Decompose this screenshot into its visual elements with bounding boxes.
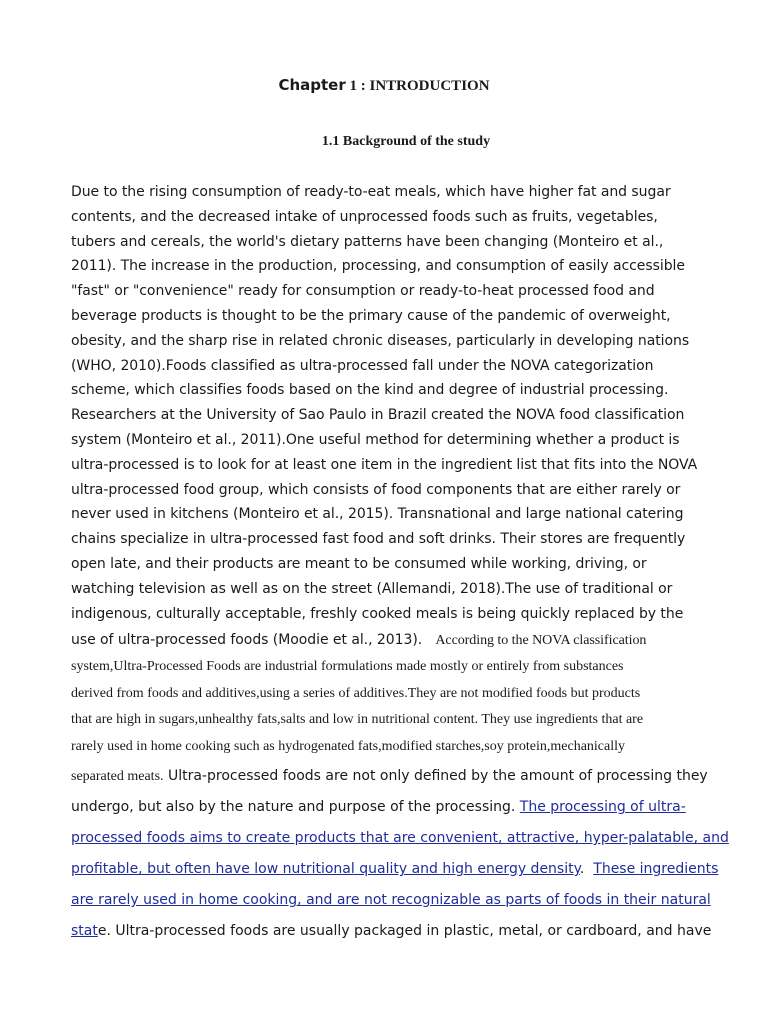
paragraph-line-mixed [71,915,712,946]
section-title: 1.1 Background of the study [321,134,491,149]
paragraph-line: ultra-processed food group, which consists of food components that are either rarely or [71,481,681,498]
paragraph-line: Due to the rising consumption of ready-to-eat meals, which have higher fat and sugar [71,184,671,200]
paragraph-line: chains specialize in ultra-processed fast food and soft drinks. Their stores are frequently [71,531,686,548]
paragraph-line: tubers and cereals, the world's dietary patterns have been changing (Monteiro et al., [71,233,664,250]
chapter-heading-rest: 1 : INTRODUCTION [345,78,490,94]
paragraph-line: (WHO, 2010).Foods classified as ultra-processed fall under the NOVA categorization [71,357,654,374]
paragraph-line-mixed [71,791,695,822]
paragraph-line: system,Ultra-Processed Foods are industrial formulations made mostly or entirely from substances [71,659,624,675]
paragraph-line: obesity, and the sharp rise in related chronic diseases, particularly in developing nations [71,332,690,349]
paragraph-line-link [71,884,711,915]
citation-link[interactable]: profitable, but often have low nutritional quality and high energy density [71,861,580,878]
citation-link[interactable]: processed foods aims to create products that are convenient, attractive, hyper-palatable, and [71,830,729,847]
paragraph-line: "fast" or "convenience" ready for consumption or ready-to-heat processed food and [71,283,655,300]
chapter-title [0,74,768,97]
paragraph-line-mixed [71,853,719,884]
paragraph-line: rarely used in home cooking such as hydrogenated fats,modified starches,soy protein,mechanically [71,738,625,754]
paragraph-line: open late, and their products are meant to be consumed while working, driving, or [71,555,647,572]
citation-link[interactable]: stat [71,923,98,940]
paragraph-line: scheme, which classifies foods based on the kind and degree of industrial processing. [71,382,669,399]
paragraph-line: ultra-processed is to look for at least one item in the ingredient list that fits into the NOVA [71,456,698,473]
citation-link[interactable]: The processing of ultra- [519,799,686,816]
citation-link[interactable]: are rarely used in home cooking, and are not recognizable as parts of foods in their natural [71,892,711,909]
text-segment: use of ultra-processed foods (Moodie et al., 2013). [71,632,436,649]
text-segment: separated meats. [71,769,164,785]
paragraph-line: indigenous, culturally acceptable, freshly cooked meals is being quickly replaced by the [71,605,684,622]
paragraph-line-link [71,822,729,853]
paragraph-line: system (Monteiro et al., 2011).One useful method for determining whether a product is [71,431,680,448]
paragraph-line: never used in kitchens (Monteiro et al., 2015). Transnational and large national catering [71,506,684,523]
paragraph-line: Researchers at the University of Sao Paulo in Brazil created the NOVA food classification [71,407,685,424]
citation-link[interactable]: These ingredients [593,861,719,878]
paragraph-line: beverage products is thought to be the primary cause of the pandemic of overweight, [71,307,671,324]
paragraph-line: 2011). The increase in the production, processing, and consumption of easily accessible [71,258,685,275]
paragraph-line: contents, and the decreased intake of unprocessed foods such as fruits, vegetables, [71,208,658,225]
text-segment: According to the NOVA classification [435,633,647,649]
paragraph-line: that are high in sugars,unhealthy fats,salts and low in nutritional content. They use ingredients that are [71,712,644,728]
text-segment: Ultra-processed foods are not only defined by the amount of processing they [163,768,708,785]
body-paragraph [71,180,729,946]
text-segment: . [579,861,594,878]
paragraph-line: watching television as well as on the street (Allemandi, 2018).The use of traditional or [71,580,673,597]
paragraph-line: derived from foods and additives,using a series of additives.They are not modified foods but products [71,685,641,701]
paragraph-line-mixed [71,626,695,654]
chapter-word: Chapter [278,76,346,94]
text-segment: undergo, but also by the nature and purpose of the processing. [71,799,520,816]
paragraph-line-mixed [71,760,708,791]
text-segment: e. Ultra-processed foods are usually packaged in plastic, metal, or cardboard, and have [97,923,712,940]
